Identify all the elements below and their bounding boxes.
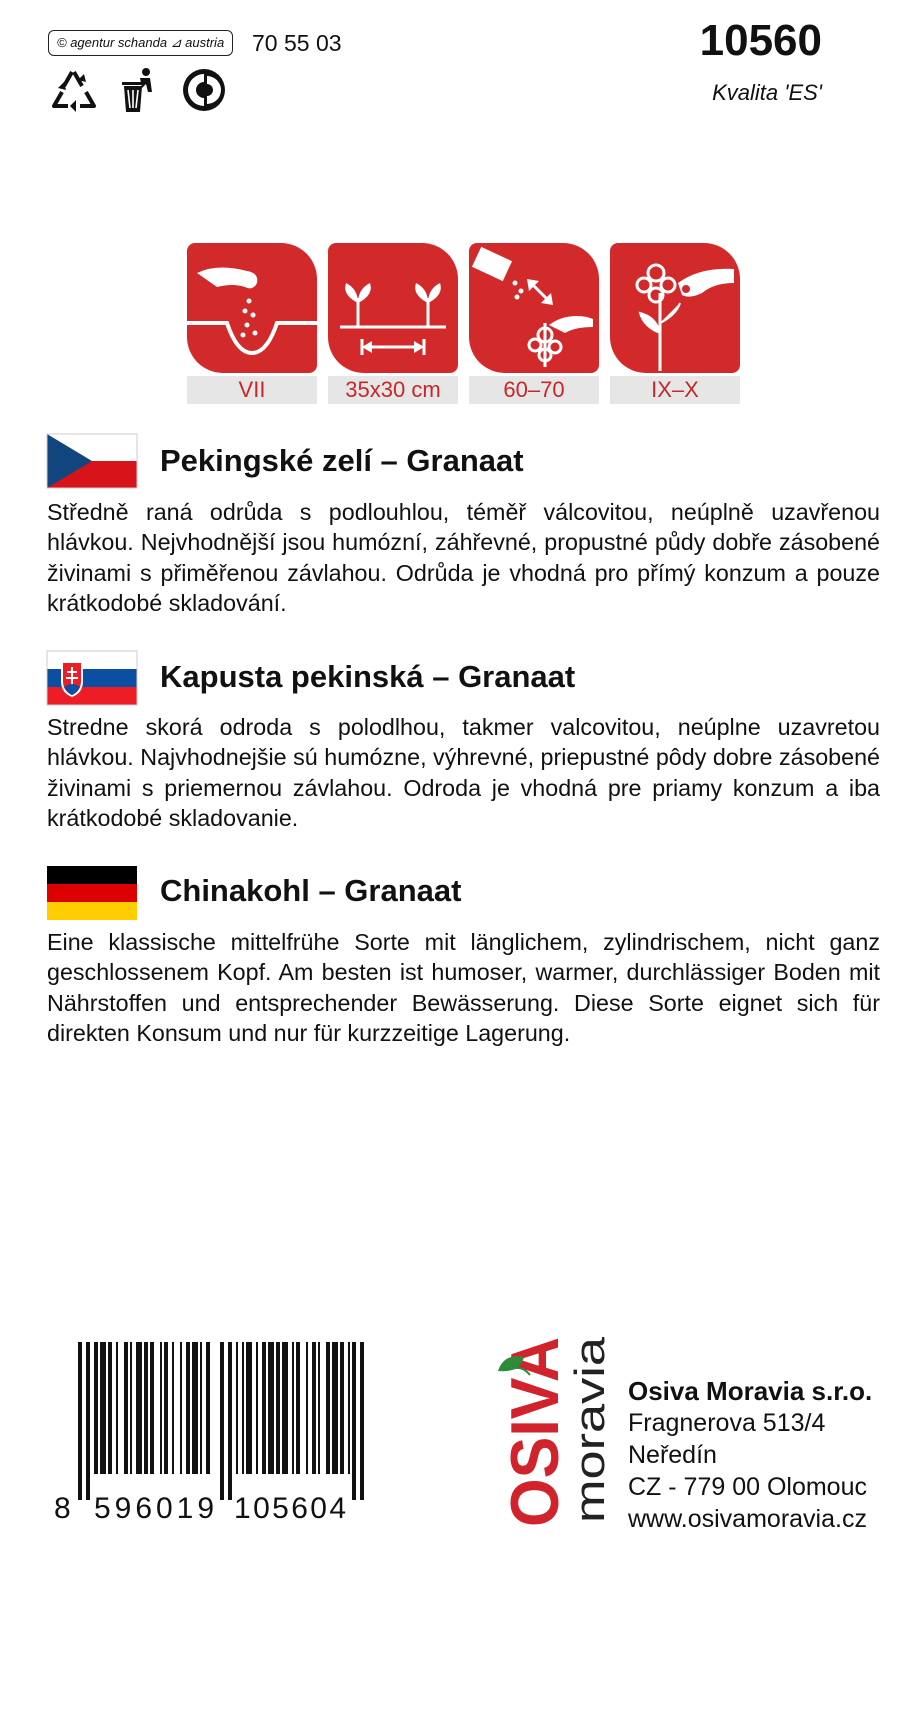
pictogram-harvest — [610, 243, 740, 405]
pictogram-days — [469, 243, 599, 405]
barcode-digits-right: 105604 — [234, 1492, 346, 1525]
pictogram-label: 60–70 — [469, 376, 599, 404]
plant-spacing-icon — [328, 243, 458, 373]
german-flag — [47, 866, 137, 920]
barcode-digit-first: 8 — [54, 1492, 71, 1525]
czech-flag — [47, 434, 137, 488]
company-website[interactable]: www.osivamoravia.cz — [628, 1505, 867, 1533]
pictogram-sowing — [187, 243, 317, 405]
pictogram-label: VII — [187, 376, 317, 404]
agency-mark: © agentur schanda ⊿ austria — [48, 30, 233, 56]
logo-main-text: OSIVA — [497, 1320, 573, 1527]
company-name: Osiva Moravia s.r.o. — [628, 1376, 873, 1406]
barcode-digits-left: 596019 — [94, 1492, 214, 1525]
product-code: 70 55 03 — [252, 30, 342, 56]
address-district: Neředín — [628, 1441, 717, 1469]
pictogram-label: IX–X — [610, 376, 740, 404]
seed-packet-icon — [469, 243, 599, 373]
logo-sub-text: moravia — [566, 1373, 613, 1523]
section-title-de: Chinakohl – Granaat — [160, 873, 462, 908]
sowing-hand-icon — [187, 243, 317, 373]
green-dot-icon — [180, 66, 228, 114]
address-city: CZ - 779 00 Olomouc — [628, 1473, 867, 1501]
section-text-de: Eine klassische mittelfrühe Sorte mit länglichem, zylindrischem, nicht ganz geschlossenem Kopf. Am besten ist humoser, warmer, durchlässiger Boden mit Nährstoffen und entsprechender Bewässerung. Diese Sorte eignet sich für direkten Konsum und nur für kurzzeitige Lagerung. — [47, 929, 880, 1047]
harvest-hand-icon — [610, 243, 740, 373]
ean-barcode — [54, 1342, 368, 1525]
osiva-moravia-logo — [494, 1320, 614, 1530]
section-title-cz: Pekingské zelí – Granaat — [160, 443, 524, 478]
recycle-icon — [50, 66, 98, 114]
section-text-cz: Středně raná odrůda s podlouhlou, téměř válcovitou, neúplně uzavřenou hlávkou. Nejvhodnější jsou humózní, záhřevné, propustné půdy dobře zásobené živinami s přiměřenou závlahou. Odrůda je vhodná pro přímý konzum a pouze krátkodobé skladování. — [47, 499, 880, 617]
slovak-flag — [47, 651, 137, 705]
pictogram-label: 35x30 cm — [328, 376, 458, 404]
tidy-man-bin-icon — [116, 66, 164, 114]
section-text-sk: Stredne skorá odroda s polodlhou, takmer valcovitou, neúplne uzavretou hlávkou. Najvhodnejšie sú humózne, výhrevné, priepustné pôdy dobre zásobené živinami s priemernou závlahou. Odroda je vhodná pre priamy konzum a iba krátkodobé skladovanie. — [47, 714, 880, 832]
pictogram-spacing — [328, 243, 458, 405]
address-street: Fragnerova 513/4 — [628, 1409, 826, 1437]
quality-label: Kvalita 'ES' — [712, 80, 822, 105]
article-number: 10560 — [699, 16, 822, 65]
section-title-sk: Kapusta pekinská – Granaat — [160, 659, 576, 694]
